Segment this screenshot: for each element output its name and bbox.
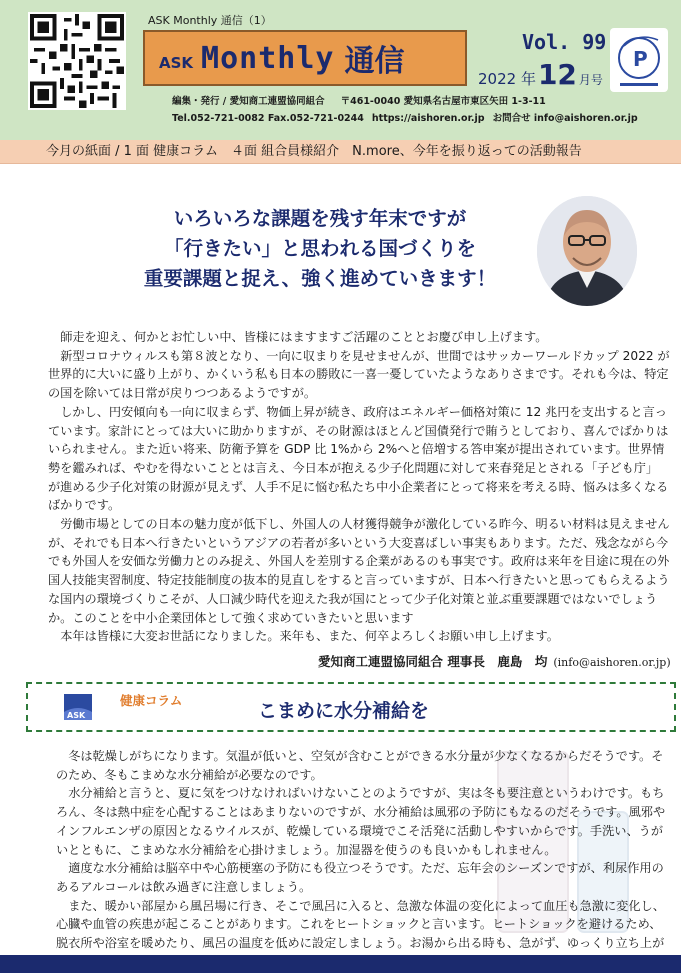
health-paragraph: 冬は乾燥しがちになります。気温が低いと、空気が含むことができる水分量が少なくなるからだそうです。そのため、冬もこまめな水分補給が必要なのです。 xyxy=(56,749,664,782)
title-ask: ASK xyxy=(159,54,194,72)
publisher: 編集・発行 / 愛知商工連盟協同組合 xyxy=(172,96,325,107)
signature-email[interactable]: (info@aishoren.or.jp) xyxy=(553,656,671,669)
masthead xyxy=(0,0,681,140)
newsletter-title xyxy=(143,30,467,86)
editorial-paragraph: 労働市場としての日本の魅力度が低下し、外国人の人材獲得競争が激化している昨今、明るい材料は見えませんが、それでも日本へ行きたいというアジアの若者が多いという大変喜ばしい事実もあります。ただ、残念ながら今でも外国人を安価な労働力とのみ捉え、外国人を差別する企業があるのも事実です。政府は来年を目途に現在の外国人技能実習制度、特定技能制度の抜本的見直しをすると言っていますが、日本へ行きたいと思ってもらえるような国内の環境づくりこそが、人口減少時代を迎えた我が国にとって少子化対策と並ぶ重要課題ではないでしょうか。このことを中小企業団体として強く求めていきたいと思います xyxy=(48,517,670,625)
address: 〒461-0040 愛知県名古屋市東区矢田 1-3-11 xyxy=(340,96,546,107)
editorial-paragraph: 師走を迎え、何かとお忙しい中、皆様にはますますご活躍のこととお慶び申し上げます。 xyxy=(60,330,548,344)
qr-code-icon[interactable] xyxy=(28,12,126,110)
issue-date xyxy=(478,58,603,91)
svg-text:P: P xyxy=(633,47,648,71)
tel-fax: Tel.052-721-0082 Fax.052-721-0244 xyxy=(172,113,364,124)
issue-year: 2022 年 xyxy=(478,70,536,88)
title-tsushin: 通信 xyxy=(344,44,405,79)
headline xyxy=(100,204,540,294)
health-column-title: こまめに水分補給を xyxy=(258,700,430,722)
headline-line-3: 重要課題と捉え、強く進めていきます！ xyxy=(143,267,497,290)
issue-month-unit: 月号 xyxy=(578,73,603,87)
editorial-paragraph: しかし、円安傾向も一向に収まらず、物価上昇が続き、政府はエネルギー価格対策に 12 兆円を支出すると言っています。家計にとっては大いに助かりますが、その財源はほとんど国債発行で賄うとしており、喜んでばかりはいられません。また近い将来、防衛予算を GDP 比 1%から 2%へと倍増する答申案が提出されています。世界情勢を鑑みれば、やむを得ないこととは言え、今日本が抱える少子化問題に対して来春発足とされる「子ども庁」が進める少子化対策の財源が見えず、人手不足に悩む私たち中小企業者にとって将来を考える時、悩みは多くなるばかりです。 xyxy=(48,404,669,513)
signature-name: 愛知商工連盟協同組合 理事長 鹿島 均 xyxy=(318,654,548,669)
health-column-label: 健康コラム xyxy=(120,693,183,708)
volume-number: Vol. 99 xyxy=(522,30,607,54)
health-column-article xyxy=(56,747,668,971)
editorial-paragraph: 本年は皆様に大変お世話になりました。来年も、また、何卒よろしくお願い申し上げます。 xyxy=(60,629,559,644)
health-paragraph: 適度な水分補給は脳卒中や心筋梗塞の予防にも役立つそうです。ただ、忘年会のシーズンですが、利尿作用のあるアルコールは飲み過ぎに注意しましょう。 xyxy=(56,861,664,894)
editorial-article xyxy=(48,328,670,646)
signature xyxy=(318,652,671,670)
ask-logo-icon xyxy=(64,694,92,720)
publisher-line xyxy=(172,93,562,107)
footer-bar xyxy=(0,955,681,973)
inquiry-email[interactable]: お問合せ info@aishoren.or.jp xyxy=(492,113,638,124)
chairman-portrait xyxy=(537,196,637,306)
health-paragraph: 水分補給と言うと、夏に気をつけなければいけないことのようですが、実は冬も要注意というわけです。もちろん、冬は熱中症を心配することはあまりないのですが、水分補給は風邪の予防にもなるのだそうです。風邪やインフルエンザの原因となるウイルスが、乾燥している環境でこそ活発に活動しやすいからです。手洗い、うがいとともに、こまめな水分補給を心掛けましょう。加湿器を使うのも良いかもしれません。 xyxy=(56,786,666,857)
title-monthly: Monthly xyxy=(201,40,335,76)
issue-month: 12 xyxy=(537,58,577,91)
website-link[interactable]: https://aishoren.or.jp xyxy=(371,113,485,124)
editorial-paragraph: 新型コロナウィルスも第８波となり、一向に収まりを見せませんが、世間ではサッカーワールドカップ 2022 が世界的に大いに盛り上がり、かくいう私も日本の勝敗に一喜一憂していたようなありさまです。それも今は、特定の国を除いては日常が戻りつつあるようですが。 xyxy=(48,348,670,401)
svg-text:ASK: ASK xyxy=(67,711,86,720)
certification-badge-icon xyxy=(610,28,668,92)
headline-line-2: 「行きたい」と思われる国づくりを xyxy=(163,237,476,260)
table-of-contents: 今月の紙面 / 1 面 健康コラム ４面 組合員様紹介 N.more、今年を振り返っての活動報告 xyxy=(0,140,681,164)
contact-line xyxy=(172,110,646,124)
headline-line-1: いろいろな課題を残す年末ですが xyxy=(173,207,467,230)
health-paragraph: また、暖かい部屋から風呂場に行き、そこで風呂に入ると、急激な体温の変化によって血圧も急激に変化し、心臓や血管の疾患が起こることがあります。これをヒートショックと言います。ヒートショックを避けるため、脱衣所や浴室を暖めたり、風呂の温度を低めに設定しましょう。お湯から出る時も、急がず、ゆっくり立ち上が xyxy=(56,898,665,951)
health-column-header xyxy=(26,682,676,732)
series-label: ASK Monthly 通信（1） xyxy=(148,14,272,27)
